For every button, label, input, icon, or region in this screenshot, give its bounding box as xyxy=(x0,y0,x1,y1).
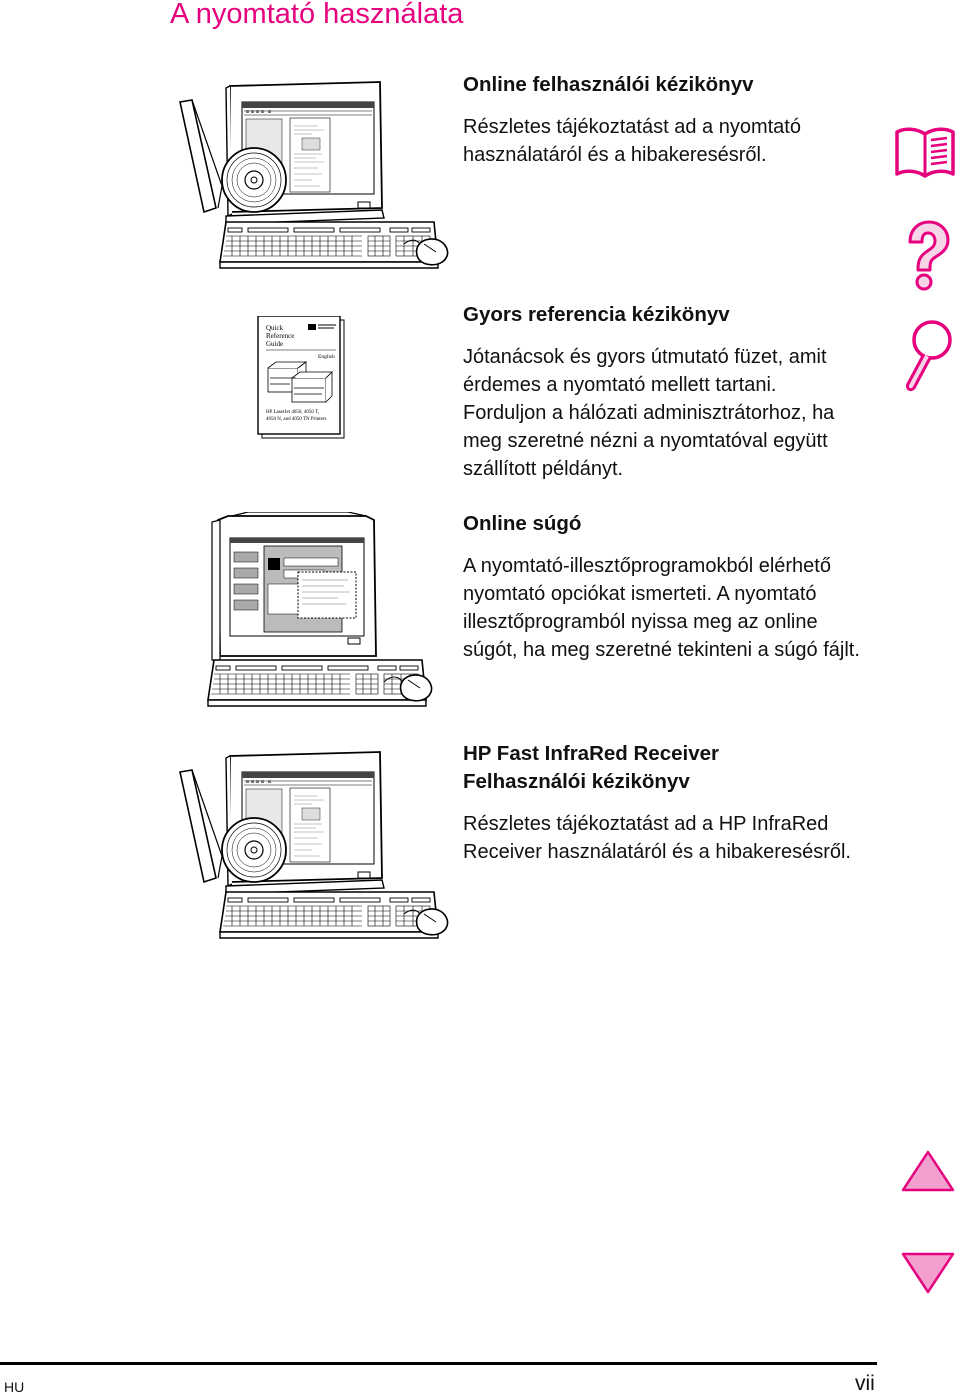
booklet-language: English xyxy=(318,354,335,360)
up-triangle-icon[interactable] xyxy=(901,1150,955,1192)
footer-page-number: vii xyxy=(855,1372,875,1395)
booklet-title-2: Reference xyxy=(266,332,295,340)
section-body: A nyomtató-illesztőprogramokból elérhető nyomtató opciókat ismerteti. A nyomtató illesztőprogramból nyissa meg az online súgót, ha meg szeretné tekinteni a súgó fájlt. xyxy=(463,555,860,661)
section-infrared-receiver xyxy=(463,740,883,866)
section-heading: Online felhasználói kézikönyv xyxy=(463,73,754,96)
computer-cd-illustration-2 xyxy=(176,746,456,942)
section-heading-line-2: Felhasználói kézikönyv xyxy=(463,770,690,793)
section-heading-line-1: HP Fast InfraRed Receiver xyxy=(463,742,719,765)
section-body: Jótanácsok és gyors útmutató füzet, amit érdemes a nyomtató mellett tartani. Forduljon a hálózati adminisztrátorhoz, ha meg szeretné nézni a nyomtatóval együtt szállított példányt. xyxy=(463,346,835,480)
section-quick-reference xyxy=(463,301,863,483)
footer-language-code: HU xyxy=(4,1379,25,1395)
booklet-title-3: Guide xyxy=(266,340,284,348)
section-body: Részletes tájékoztatást ad a HP InfraRed Receiver használatáról és a hibakeresésről. xyxy=(463,813,851,863)
section-body: Részletes tájékoztatást ad a nyomtató használatáról és a hibakeresésről. xyxy=(463,116,801,166)
booklet-product-1: HP LaserJet 4050, 4050 T, xyxy=(266,410,319,415)
section-heading: Gyors referencia kézikönyv xyxy=(463,303,730,326)
page-title: A nyomtató használata xyxy=(170,0,464,30)
quick-reference-booklet xyxy=(256,316,346,440)
section-heading: Online súgó xyxy=(463,512,582,535)
booklet-title-1: Quick xyxy=(266,324,284,332)
question-mark-icon[interactable] xyxy=(898,220,954,292)
section-online-user-guide xyxy=(463,71,903,169)
down-triangle-icon[interactable] xyxy=(901,1252,955,1294)
computer-help-illustration xyxy=(198,512,448,708)
computer-cd-illustration xyxy=(176,76,456,272)
booklet-product-2: 4050 N, and 4050 TN Printers xyxy=(266,417,327,422)
footer-rule xyxy=(0,1362,877,1365)
magnifier-icon[interactable] xyxy=(898,318,954,394)
book-icon[interactable] xyxy=(894,124,956,180)
section-heading xyxy=(463,740,883,796)
section-online-help xyxy=(463,510,863,664)
